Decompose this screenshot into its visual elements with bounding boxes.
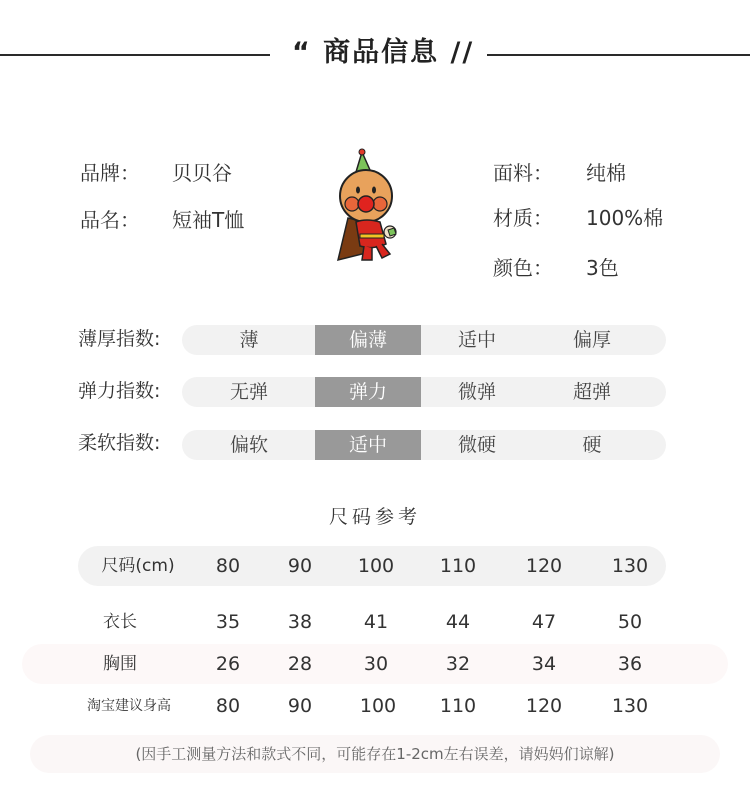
size-table-cell: 36 [617,653,643,675]
cartoon-mascot-icon [330,148,412,266]
measurement-note: (因手工测量方法和款式不同，可能存在1-2cm左右误差，请妈妈们谅解) [135,745,615,763]
softness-option: 微硬 [457,434,496,456]
thickness-option-selected: 偏薄 [315,325,421,355]
size-table-header-cell: 90 [287,555,313,577]
size-table-header-cell: 110 [439,555,477,577]
size-table-cell: 90 [287,695,313,717]
size-table-cell: 47 [531,611,557,633]
size-table-header-cell: 80 [215,555,241,577]
size-table-row-label: 衣长 [103,612,137,632]
size-reference-title: 尺码参考 [328,506,421,528]
header-divider-right [487,54,750,56]
elasticity-option-selected: 弹力 [315,377,421,407]
size-table-cell: 44 [445,611,471,633]
softness-index-bar [182,430,666,460]
softness-option: 偏软 [229,434,268,456]
size-table-header-cell: 120 [525,555,563,577]
size-table-row-label: 胸围 [103,654,137,674]
thickness-option: 适中 [457,329,496,351]
softness-option: 硬 [582,434,602,456]
material-value: 100%棉 [586,206,664,230]
brand-value: 贝贝谷 [172,161,232,185]
size-table-cell: 110 [439,695,477,717]
thickness-index-label: 薄厚指数: [78,328,161,350]
elasticity-option: 微弹 [457,381,496,403]
elasticity-index-label: 弹力指数: [78,380,161,402]
thickness-index-bar [182,325,666,355]
size-table-cell: 41 [363,611,389,633]
color-value: 3色 [586,256,619,280]
size-table-cell: 35 [215,611,241,633]
thickness-option: 偏厚 [572,329,611,351]
thickness-option: 薄 [239,329,259,351]
size-table-cell: 32 [445,653,471,675]
size-table-header-cell: 130 [611,555,649,577]
size-table-cell: 80 [215,695,241,717]
size-table-cell: 30 [363,653,389,675]
size-table-cell: 28 [287,653,313,675]
fabric-label: 面料： [493,161,553,185]
color-label: 颜色： [493,256,553,280]
size-table-header-cell: 100 [357,555,395,577]
size-table-cell: 50 [617,611,643,633]
fabric-value: 纯棉 [586,161,626,185]
material-label: 材质： [493,206,553,230]
size-table-cell: 38 [287,611,313,633]
size-table-cell: 120 [525,695,563,717]
size-table-row-label: 淘宝建议身高 [87,698,171,714]
product-name-label: 品名： [80,208,140,232]
softness-option-selected: 适中 [315,430,421,460]
section-title: “ 商品信息 // [292,37,475,68]
size-table-cell: 130 [611,695,649,717]
size-table-cell: 26 [215,653,241,675]
elasticity-option: 超弹 [572,381,611,403]
size-table-header-cell: 尺码(cm) [101,556,175,576]
size-table-cell: 100 [359,695,397,717]
product-name-value: 短袖T恤 [172,208,245,232]
header-divider-left [0,54,270,56]
size-table-cell: 34 [531,653,557,675]
brand-label: 品牌： [80,161,140,185]
softness-index-label: 柔软指数: [78,432,161,454]
elasticity-option: 无弹 [229,381,268,403]
elasticity-index-bar [182,377,666,407]
